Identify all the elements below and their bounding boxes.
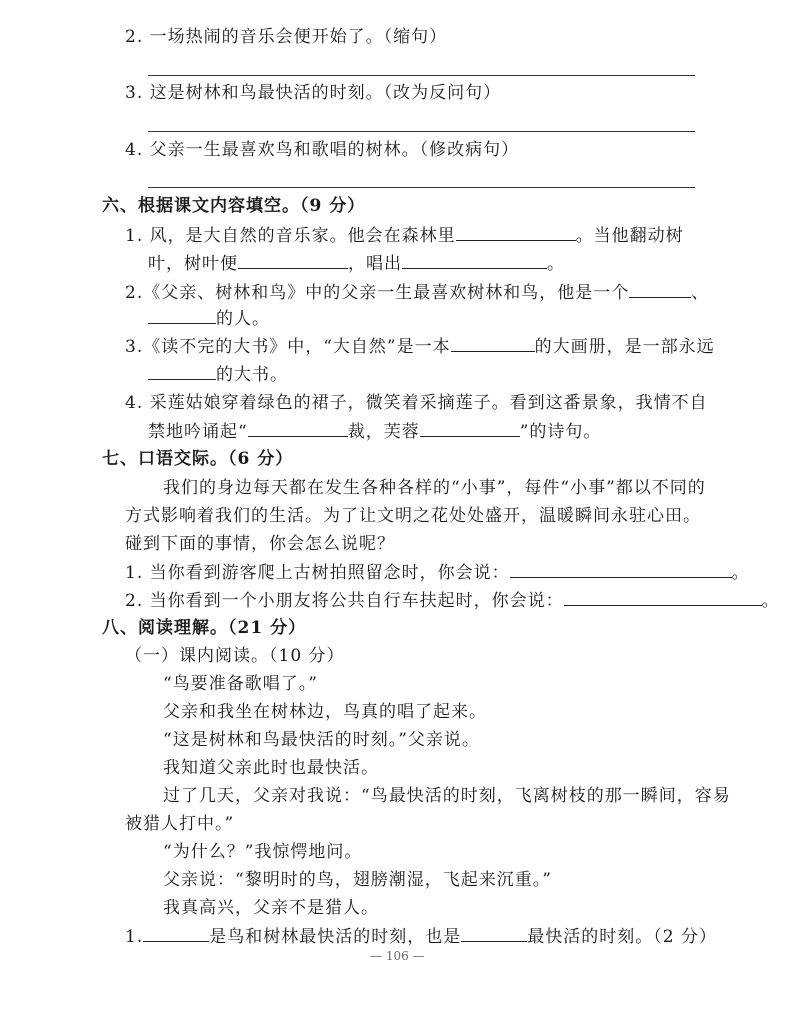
passage-line: “鸟要准备歌唱了。”: [163, 674, 318, 694]
s7-paragraph-line3: 碰到下面的事情，你会怎么说呢？: [125, 534, 395, 554]
fill-blank[interactable]: [143, 925, 209, 942]
s6-q3-line1: [125, 335, 715, 358]
passage-line: 我知道父亲此时也最快活。: [163, 758, 379, 778]
passage-line: 我真高兴，父亲不是猎人。: [163, 898, 379, 918]
s8-q1: [125, 925, 717, 948]
s6-q1a-post: 。当他翻动树: [575, 226, 684, 246]
section-7-heading: 七、口语交际。（6 分）: [102, 449, 294, 469]
fill-blank[interactable]: [420, 420, 520, 437]
answer-line[interactable]: [148, 187, 695, 188]
passage-line: “为什么？”我惊愕地问。: [163, 842, 363, 862]
answer-blank[interactable]: [510, 561, 732, 578]
s6-q2a-post: 、: [691, 283, 710, 303]
fill-blank[interactable]: [461, 925, 527, 942]
passage-line: 父亲说：“黎明时的鸟，翅膀潮湿，飞起来沉重。”: [163, 870, 552, 890]
fill-blank[interactable]: [402, 252, 547, 269]
passage-line: 被猎人打中。”: [125, 814, 235, 834]
s7-q2-text: 2. 当你看到一个小朋友将公共自行车扶起时，你会说：: [125, 591, 564, 611]
fill-blank[interactable]: [148, 363, 216, 380]
s6-q2b-post: 的人。: [216, 309, 270, 329]
section-6-heading: 六、根据课文内容填空。（9 分）: [102, 196, 366, 216]
page-number: — 106 —: [370, 949, 425, 963]
s7-q1: [125, 561, 750, 584]
s8-q1-pre: 1.: [125, 927, 144, 947]
s6-q1a-pre: 1. 风，是大自然的音乐家。他会在森林里: [125, 226, 456, 246]
s6-q3-line2: [148, 363, 288, 386]
s6-q4-line2: [148, 420, 601, 443]
s6-q4b-pre: 禁地吟诵起“: [148, 422, 248, 442]
s5-item-2: 2. 一场热闹的音乐会便开始了。（缩句）: [125, 27, 448, 47]
s8-q1-mid: 是鸟和树林最快活的时刻，也是: [209, 927, 462, 947]
passage-line: 父亲和我坐在树林边，鸟真的唱了起来。: [163, 702, 487, 722]
s7-q1-text: 1. 当你看到游客爬上古树拍照留念时，你会说：: [125, 563, 510, 583]
s6-q4b-mid: 裁，芙蓉: [347, 422, 420, 442]
s6-q1-line1: [125, 224, 684, 247]
s7-q2: [125, 589, 780, 612]
answer-line[interactable]: [148, 75, 695, 76]
fill-blank[interactable]: [629, 281, 691, 298]
answer-line[interactable]: [148, 131, 695, 132]
s7-paragraph-line1: 我们的身边每天都在发生各种各样的“小事”，每件“小事”都以不同的: [163, 478, 706, 498]
passage-line: “这是树林和鸟最快活的时刻。”父亲说。: [163, 730, 480, 750]
s6-q2a-pre: 2.《父亲、树林和鸟》中的父亲一生最喜欢树林和鸟，他是一个: [125, 283, 630, 303]
s6-q1b-pre: 叶，树叶便: [148, 254, 238, 274]
s5-item-4: 4. 父亲一生最喜欢鸟和歌唱的树林。（修改病句）: [125, 140, 520, 160]
fill-blank[interactable]: [451, 335, 535, 352]
section-8-heading: 八、阅读理解。（21 分）: [102, 618, 307, 638]
passage-line: 过了几天，父亲对我说：“鸟最快活的时刻，飞离树枝的那一瞬间，容易: [163, 786, 731, 806]
s6-q2-line2: [148, 307, 270, 330]
fill-blank[interactable]: [238, 252, 348, 269]
s6-q3a-pre: 3.《读不完的大书》中，“大自然”是一本: [125, 337, 451, 357]
s6-q4-line1: 4. 采莲姑娘穿着绿色的裙子，微笑着采摘莲子。看到这番景象，我情不自: [125, 393, 708, 413]
s7-q1-end: 。: [731, 563, 750, 583]
s5-item-3: 3. 这是树林和鸟最快活的时刻。（改为反问句）: [125, 83, 502, 103]
fill-blank[interactable]: [248, 420, 348, 437]
answer-blank[interactable]: [564, 589, 762, 606]
s8-subheading: （一）课内阅读。（10 分）: [125, 646, 345, 666]
s8-q1-post: 最快活的时刻。（2 分）: [527, 927, 717, 947]
s7-paragraph-line2: 方式影响着我们的生活。为了让文明之花处处盛开，温暖瞬间永驻心田。: [125, 506, 701, 526]
s6-q2-line1: [125, 281, 709, 304]
s6-q1b-post: 。: [547, 254, 565, 274]
fill-blank[interactable]: [148, 307, 216, 324]
s6-q1-line2: [148, 252, 565, 275]
s6-q4b-post: ”的诗句。: [519, 422, 602, 442]
s6-q3b-post: 的大书。: [216, 365, 288, 385]
s6-q1b-mid: ，唱出: [348, 254, 402, 274]
s7-q2-end: 。: [761, 591, 780, 611]
s6-q3a-post: 的大画册，是一部永远: [534, 337, 715, 357]
fill-blank[interactable]: [456, 224, 576, 241]
